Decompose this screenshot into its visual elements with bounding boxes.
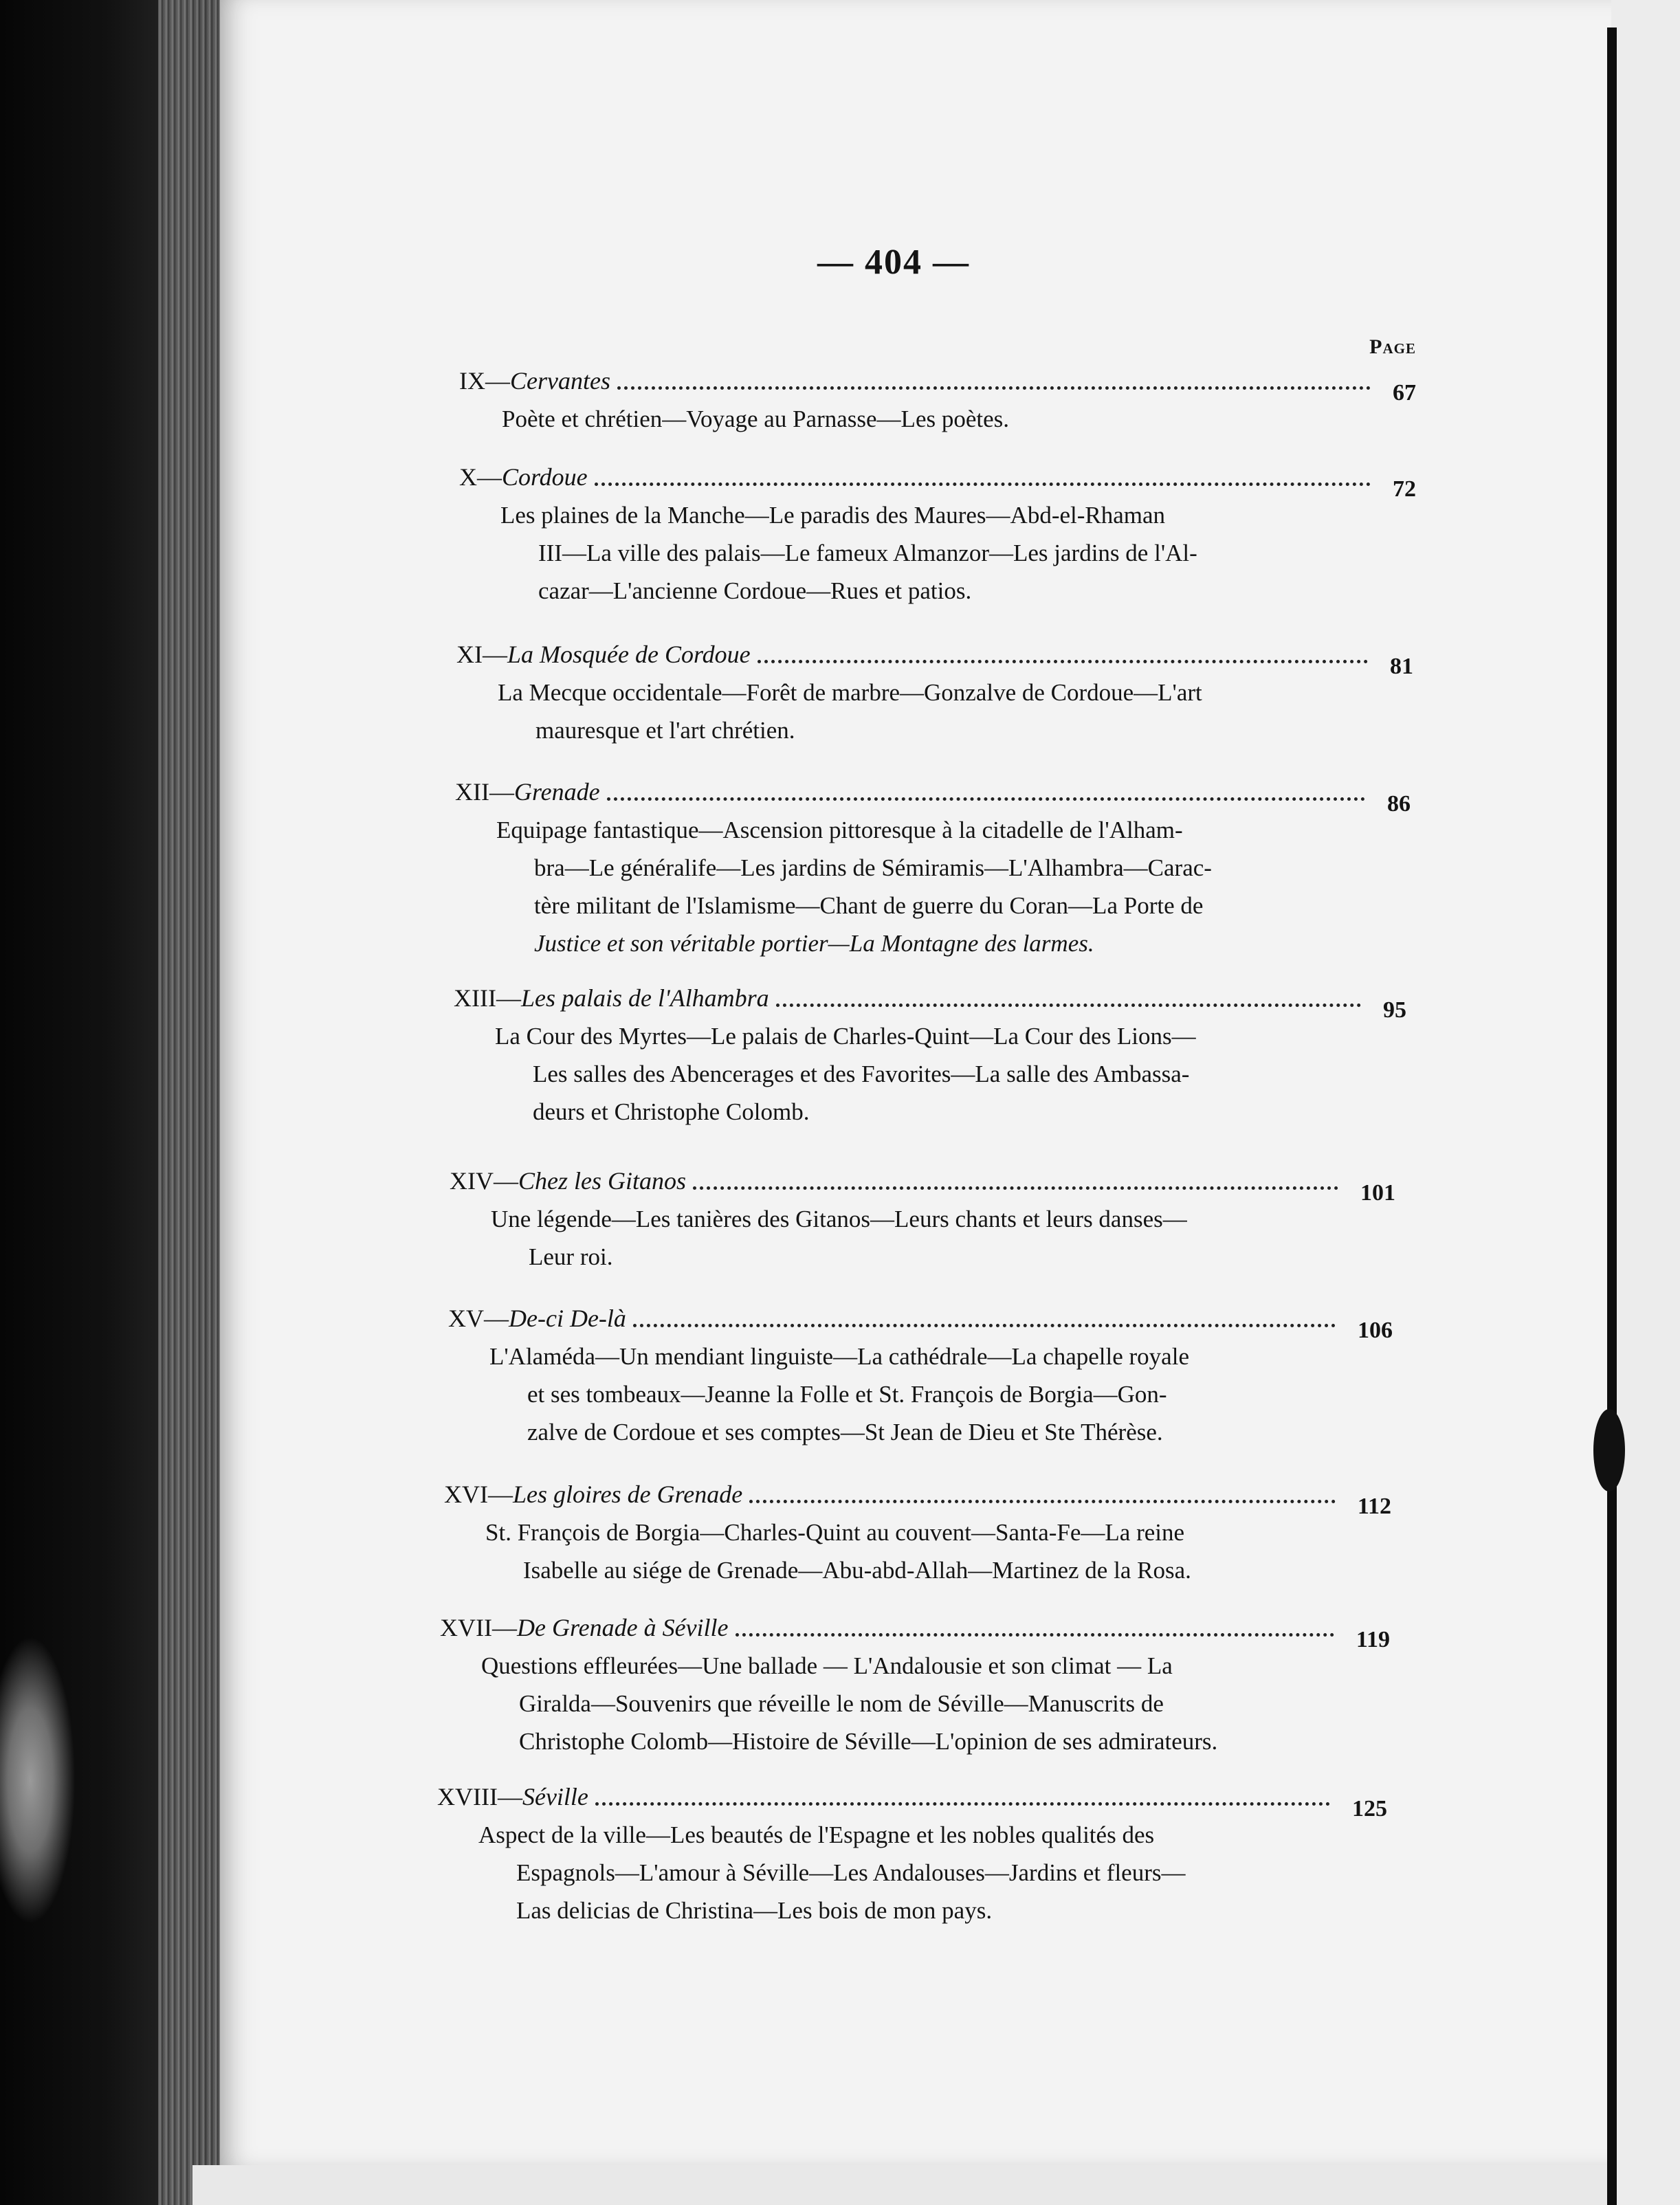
dot-leader [776, 1004, 1361, 1007]
toc-entry [454, 983, 1406, 1131]
toc-entry [456, 639, 1413, 749]
chapter-page: 95 [1383, 997, 1406, 1023]
summary-line: Justice et son véritable portier—La Montagne des larmes. [534, 930, 1094, 957]
chapter-summary [448, 1338, 1393, 1451]
chapter-summary [437, 1816, 1387, 1929]
chapter-page: 86 [1387, 791, 1411, 817]
chapter-page: 81 [1390, 654, 1413, 679]
summary-line: La Mecque occidentale—Forêt de marbre—Gonzalve de Cordoue—L'art [498, 679, 1202, 706]
summary-line: Les salles des Abencerages et des Favorites—La salle des Ambassa- [533, 1061, 1190, 1087]
entry-heading [444, 1479, 1391, 1519]
toc-entry [440, 1613, 1390, 1760]
chapter-page: 119 [1356, 1627, 1390, 1652]
chapter-summary [459, 496, 1416, 610]
summary-line: zalve de Cordoue et ses comptes—St Jean de Dieu et Ste Thérèse. [527, 1419, 1163, 1445]
chapter-summary [454, 1017, 1406, 1131]
summary-line: Poète et chrétien—Voyage au Parnasse—Les poètes. [502, 406, 1010, 432]
summary-line: et ses tombeaux—Jeanne la Folle et St. François de Borgia—Gon- [527, 1381, 1167, 1408]
dot-leader [736, 1633, 1334, 1637]
entry-heading [440, 1613, 1390, 1652]
chapter-number: XIV— [450, 1167, 518, 1195]
chapter-title: Grenade [513, 778, 600, 806]
chapter-page: 72 [1393, 476, 1416, 502]
toc-entry [450, 1166, 1395, 1276]
chapter-title: De Grenade à Séville [516, 1614, 729, 1641]
summary-line: cazar—L'ancienne Cordoue—Rues et patios. [538, 577, 972, 604]
chapter-number: XVI— [444, 1481, 513, 1508]
summary-line: deurs et Christophe Colomb. [533, 1098, 810, 1125]
dot-leader [617, 386, 1371, 390]
chapter-number: XI— [456, 641, 507, 668]
chapter-page: 112 [1357, 1494, 1391, 1519]
summary-line: bra—Le généralife—Les jardins de Sémiramis—L'Alhambra—Carac- [534, 854, 1212, 881]
dot-leader [749, 1500, 1336, 1503]
chapter-title: Cordoue [502, 463, 588, 491]
chapter-number: X— [459, 463, 502, 491]
summary-line: L'Alaméda—Un mendiant linguiste—La cathédrale—La chapelle royale [489, 1343, 1189, 1370]
summary-line: Aspect de la ville—Les beautés de l'Espagne et les nobles qualités des [478, 1821, 1155, 1848]
entry-heading [454, 983, 1406, 1023]
dot-leader [607, 797, 1365, 801]
chapter-title: Chez les Gitanos [518, 1167, 686, 1195]
toc-entry [444, 1479, 1391, 1589]
entry-heading [459, 462, 1416, 502]
toc-entry [448, 1303, 1393, 1451]
entry-heading [459, 366, 1416, 406]
summary-line: tère militant de l'Islamisme—Chant de guerre du Coran—La Porte de [534, 892, 1204, 919]
chapter-number: XVIII— [437, 1783, 522, 1810]
summary-line: La Cour des Myrtes—Le palais de Charles-Quint—La Cour des Lions— [495, 1023, 1196, 1050]
entry-heading [448, 1303, 1393, 1343]
chapter-title: De-ci De-là [509, 1305, 626, 1332]
summary-line: Questions effleurées—Une ballade — L'Andalousie et son climat — La [481, 1652, 1173, 1679]
summary-line: III—La ville des palais—Le fameux Almanzor—Les jardins de l'Al- [538, 540, 1197, 566]
entry-heading [437, 1782, 1387, 1821]
chapter-number: XV— [448, 1305, 509, 1332]
dot-leader [758, 660, 1368, 663]
chapter-summary [444, 1514, 1391, 1589]
summary-line: Leur roi. [529, 1243, 613, 1270]
summary-line: Une légende—Les tanières des Gitanos—Leurs chants et leurs danses— [491, 1206, 1187, 1232]
chapter-summary [450, 1200, 1395, 1276]
toc-entry [437, 1782, 1387, 1929]
summary-line: mauresque et l'art chrétien. [535, 717, 795, 744]
toc-entry [455, 777, 1411, 962]
dot-leader [693, 1186, 1338, 1190]
toc-entry [459, 462, 1416, 610]
chapter-page: 106 [1358, 1318, 1393, 1343]
page-column-header: Page [1369, 335, 1416, 358]
dot-leader [595, 1802, 1330, 1806]
chapter-summary [440, 1647, 1390, 1760]
page-number: — 404 — [817, 243, 970, 282]
chapter-title: Cervantes [510, 367, 610, 395]
dot-leader [633, 1324, 1336, 1327]
chapter-number: XIII— [454, 984, 521, 1012]
toc-entry [459, 366, 1416, 438]
dot-leader [595, 483, 1371, 486]
chapter-title: Les palais de l'Alhambra [520, 984, 769, 1012]
summary-line: Equipage fantastique—Ascension pittoresque à la citadelle de l'Alham- [496, 817, 1183, 843]
entry-heading [455, 777, 1411, 817]
chapter-summary [459, 400, 1416, 438]
chapter-number: XVII— [440, 1614, 517, 1641]
summary-line: St. François de Borgia—Charles-Quint au couvent—Santa-Fe—La reine [485, 1519, 1185, 1546]
chapter-page: 101 [1360, 1180, 1395, 1206]
summary-line: Las delicias de Christina—Les bois de mon pays. [516, 1897, 993, 1924]
summary-line: Christophe Colomb—Histoire de Séville—L'opinion de ses admirateurs. [519, 1728, 1218, 1755]
chapter-number: IX— [459, 367, 510, 395]
chapter-summary [456, 674, 1413, 749]
chapter-number: XII— [455, 778, 514, 806]
chapter-title: Séville [522, 1783, 588, 1810]
chapter-title: Les gloires de Grenade [512, 1481, 743, 1508]
chapter-page: 67 [1393, 380, 1416, 406]
entry-heading [456, 639, 1413, 679]
chapter-title: La Mosquée de Cordoue [507, 641, 751, 668]
chapter-summary [455, 811, 1411, 962]
entry-heading [450, 1166, 1395, 1206]
summary-line: Espagnols—L'amour à Séville—Les Andalouses—Jardins et fleurs— [516, 1859, 1186, 1886]
summary-line: Giralda—Souvenirs que réveille le nom de Séville—Manuscrits de [519, 1690, 1164, 1717]
chapter-page: 125 [1352, 1796, 1387, 1821]
summary-line: Isabelle au siége de Grenade—Abu-abd-Allah—Martinez de la Rosa. [523, 1557, 1191, 1584]
summary-line: Les plaines de la Manche—Le paradis des Maures—Abd-el-Rhaman [500, 502, 1166, 529]
